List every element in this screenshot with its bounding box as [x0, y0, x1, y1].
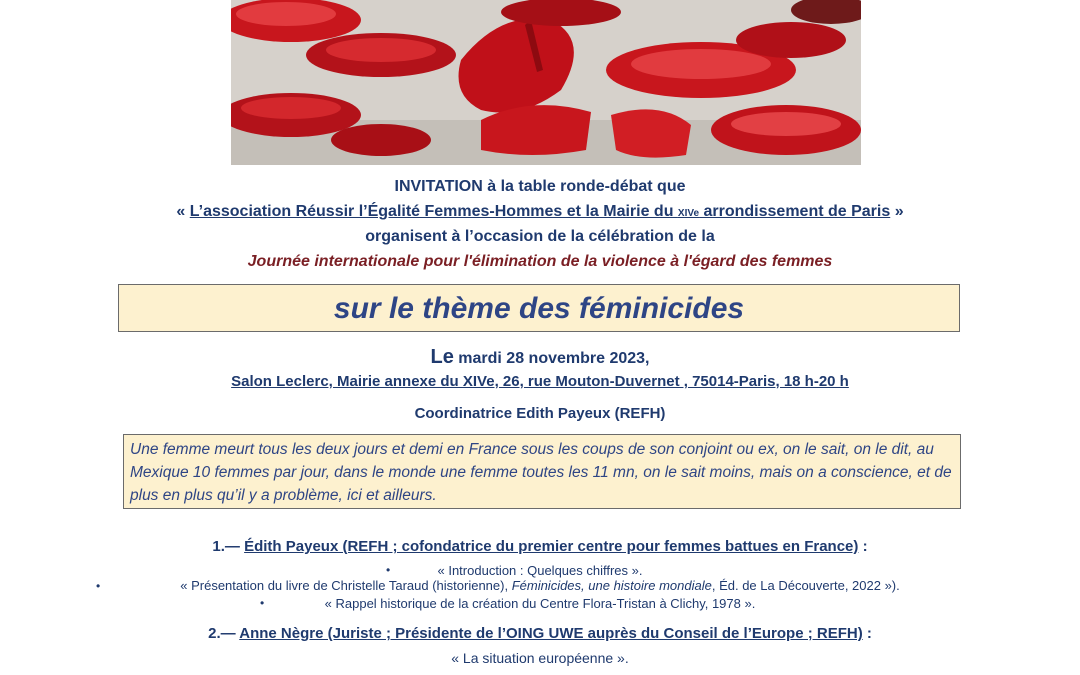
theme-banner: sur le thème des féminicides	[118, 284, 960, 332]
speaker-1-item-1: « Introduction : Quelques chiffres ».	[437, 563, 643, 578]
event-address-link[interactable]: Salon Leclerc, Mairie annexe du XIVe, 26, rue Mouton-Duvernet , 75014-Paris, 18 h-20 h	[231, 373, 849, 390]
quote-open: «	[176, 203, 190, 220]
organizers-text-a: L’association Réussir l’Égalité Femmes-Hommes et la Mairie du	[189, 203, 678, 220]
speaker-2-num: 2.—	[208, 625, 240, 642]
bullet-1: •	[386, 563, 391, 577]
bullet-3: •	[260, 596, 265, 610]
occasion-line: organisent à l’occasion de la célébration de la	[365, 228, 715, 245]
speaker-2	[0, 625, 1080, 642]
invitation-line: INVITATION à la table ronde-débat que	[394, 178, 686, 195]
quote-close: »	[890, 203, 904, 220]
speaker-1-num: 1.—	[212, 538, 245, 555]
speaker-2-name-link[interactable]: Anne Nègre (Juriste ; Présidente de l’OING UWE auprès du Conseil de l’Europe ; REFH)	[239, 625, 863, 642]
event-date	[0, 346, 1080, 369]
speaker-1-name-link[interactable]: Édith Payeux (REFH ; cofondatrice du premier centre pour femmes battues en France)	[244, 538, 859, 555]
arrondissement-number: XIVe	[677, 208, 700, 219]
organizers-line	[0, 203, 1080, 221]
speaker-2-suffix: :	[862, 625, 872, 642]
date-text: mardi 28 novembre 2023,	[453, 350, 650, 367]
speaker-1-item-2	[0, 578, 1080, 593]
speaker-1-item-3: « Rappel historique de la création du Centre Flora-Tristan à Clichy, 1978 ».	[324, 596, 756, 611]
speaker-1-suffix: :	[858, 538, 868, 555]
book-title: Féminicides, une histoire mondiale	[511, 578, 712, 593]
red-shoes-photo	[231, 0, 861, 165]
date-prefix: Le	[430, 346, 454, 368]
organizers-link[interactable]	[190, 203, 891, 220]
bullet-2: •	[96, 579, 101, 593]
journee-title: Journée internationale pour l'élimination de la violence à l'égard des femmes	[247, 253, 833, 270]
speaker-1	[0, 538, 1080, 555]
organizers-text-b: arrondissement de Paris	[699, 203, 891, 220]
coordinator-line: Coordinatrice Edith Payeux (REFH)	[414, 405, 666, 422]
item-2-text-b: , Éd. de La Découverte, 2022 »).	[711, 578, 900, 593]
speaker-2-item-1: « La situation européenne ».	[451, 650, 629, 666]
statement-box: Une femme meurt tous les deux jours et demi en France sous les coups de son conjoint ou ex, on le sait, on le dit, au Mexique 10 femmes par jour, dans le monde une femme toutes les 11 mn, on le sait moins, mais on a conscience, et de plus en plus qu’il y a problème, ici et ailleurs.	[123, 434, 961, 509]
item-2-text-a: « Présentation du livre de Christelle Taraud (historienne),	[180, 578, 512, 593]
